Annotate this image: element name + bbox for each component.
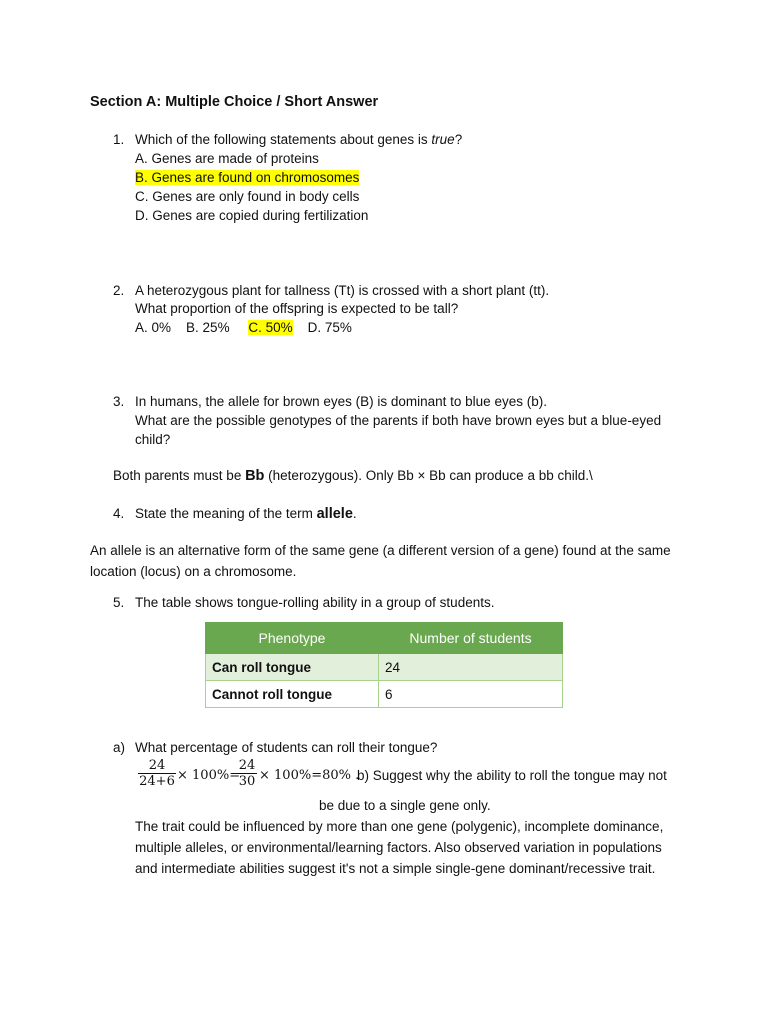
q2-option-a: A. 0% (135, 320, 172, 335)
table-cell-count: 24 (379, 654, 563, 681)
q4-number: 4. (113, 506, 125, 521)
q5a-label: a) (113, 740, 126, 755)
q2-number: 2. (113, 283, 125, 298)
q2-line2: What proportion of the offspring is expected to be tall? (135, 301, 459, 316)
q2-option-b: B. 25% (186, 320, 230, 335)
table-row (206, 681, 563, 708)
table-header-row (206, 623, 563, 654)
q1-number: 1. (113, 132, 125, 147)
q2-line1: A heterozygous plant for tallness (Tt) is crossed with a short plant (tt). (135, 283, 550, 298)
table-row (206, 654, 563, 681)
q5b-answer: The trait could be influenced by more than one gene (polygenic), incomplete dominance, multiple alleles, or environmental/learning factors. Also observed variation in populations and intermediate abilities suggest it's not a simple single-gene dominant/recessive trait. (135, 819, 664, 876)
q1-option-a: A. Genes are made of proteins (135, 151, 319, 166)
q1-option-b-highlighted: B. Genes are found on chromosomes (135, 170, 360, 185)
fraction-1 (138, 758, 176, 789)
table-cell-phenotype: Can roll tongue (206, 654, 379, 681)
fraction-2 (237, 758, 257, 789)
table-cell-count: 6 (379, 681, 563, 708)
math-middle: × 100%= (177, 768, 241, 783)
table-header-number: Number of students (379, 623, 563, 654)
q2-option-c-highlighted: C. 50% (248, 320, 293, 335)
q3-line1: In humans, the allele for brown eyes (B) is dominant to blue eyes (b). (135, 394, 547, 409)
tongue-rolling-table (205, 622, 563, 708)
fraction-2-denominator: 30 (238, 774, 256, 789)
q3-answer: Both parents must be Bb (heterozygous). Only Bb × Bb can produce a bb child.\ (113, 468, 593, 484)
q5-number: 5. (113, 595, 125, 610)
math-result: × 100%=80% . (259, 768, 360, 783)
fraction-1-denominator: 24+6 (139, 774, 175, 789)
q4-answer: An allele is an alternative form of the same gene (a different version of a gene) found at the same location (locus) on a chromosome. (90, 543, 671, 579)
q4-text: State the meaning of the term allele. (135, 506, 357, 522)
q5b-inline-text: b) Suggest why the ability to roll the tongue may not (357, 768, 667, 783)
q5-text: The table shows tongue-rolling ability in a group of students. (135, 595, 495, 610)
q1-text: Which of the following statements about genes is true? (135, 132, 463, 147)
fraction-1-numerator: 24 (148, 758, 166, 773)
q1-option-d: D. Genes are copied during fertilization (135, 208, 369, 223)
q2-option-d: D. 75% (307, 320, 352, 335)
q5a-text: What percentage of students can roll their tongue? (135, 740, 438, 755)
q3-line3: child? (135, 432, 171, 447)
q1-option-c: C. Genes are only found in body cells (135, 189, 360, 204)
table-cell-phenotype: Cannot roll tongue (206, 681, 379, 708)
q2-options (135, 320, 352, 335)
q3-line2: What are the possible genotypes of the parents if both have brown eyes but a blue-eyed (135, 413, 662, 428)
q3-number: 3. (113, 394, 125, 409)
q5b-line2: be due to a single gene only. (319, 798, 491, 813)
table-header-phenotype: Phenotype (206, 623, 379, 654)
fraction-2-numerator: 24 (238, 758, 256, 773)
section-title: Section A: Multiple Choice / Short Answer (90, 94, 379, 110)
